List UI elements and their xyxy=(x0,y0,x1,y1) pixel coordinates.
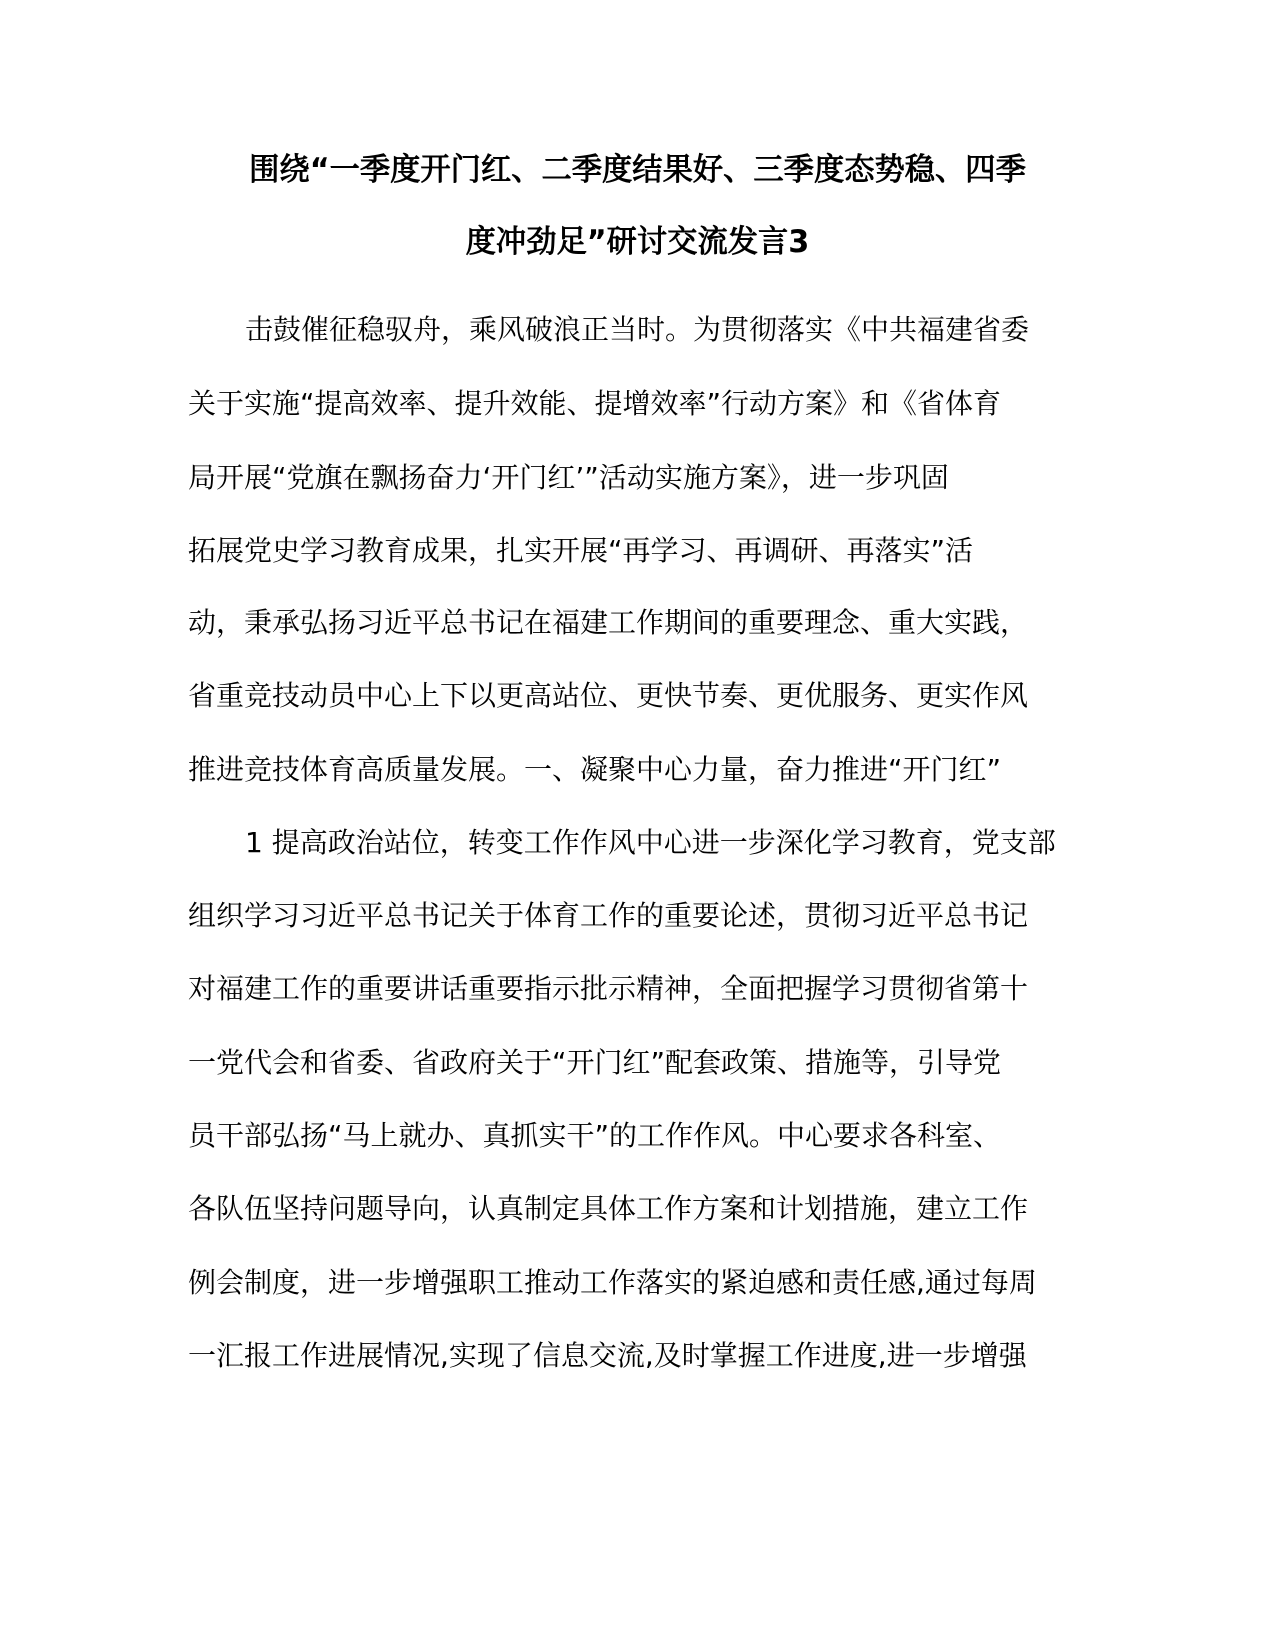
body-line-9: 组织学习习近平总书记关于体育工作的重要论述，贯彻习近平总书记 xyxy=(188,899,1029,932)
body-line-14: 例会制度，进一步增强职工推动工作落实的紧迫感和责任感,通过每周 xyxy=(188,1266,1037,1299)
document-title-line-2: 度冲劲足”研讨交流发言3 xyxy=(465,224,810,260)
body-line-15: 一汇报工作进展情况,实现了信息交流,及时掌握工作进度,进一步增强 xyxy=(188,1339,1027,1372)
document-title-line-1: 围绕“一季度开门红、二季度结果好、三季度态势稳、四季 xyxy=(249,152,1026,188)
body-line-1: 击鼓催征稳驭舟，乘风破浪正当时。为贯彻落实《中共福建省委 xyxy=(245,313,1030,346)
body-line-2: 关于实施“提高效率、提升效能、提增效率”行动方案》和《省体育 xyxy=(188,387,1002,420)
body-line-8: 1 提高政治站位，转变工作作风中心进一步深化学习教育，党支部 xyxy=(245,826,1056,859)
body-line-3: 局开展“党旗在飘扬奋力‘开门红’”活动实施方案》，进一步巩固 xyxy=(188,461,949,494)
body-line-7: 推进竞技体育高质量发展。一、凝聚中心力量，奋力推进“开门红” xyxy=(188,753,1002,786)
body-line-4: 拓展党史学习教育成果，扎实开展“再学习、再调研、再落实”活 xyxy=(188,534,974,567)
body-line-6: 省重竞技动员中心上下以更高站位、更快节奏、更优服务、更实作风 xyxy=(188,679,1029,712)
body-line-13: 各队伍坚持问题导向，认真制定具体工作方案和计划措施，建立工作 xyxy=(188,1192,1029,1225)
body-line-12: 员干部弘扬“马上就办、真抓实干”的工作作风。中心要求各科室、 xyxy=(188,1119,1002,1152)
body-line-5: 动，秉承弘扬习近平总书记在福建工作期间的重要理念、重大实践， xyxy=(188,606,1029,639)
body-line-10: 对福建工作的重要讲话重要指示批示精神，全面把握学习贯彻省第十 xyxy=(188,972,1029,1005)
body-line-11: 一党代会和省委、省政府关于“开门红”配套政策、措施等，引导党 xyxy=(188,1046,1002,1079)
